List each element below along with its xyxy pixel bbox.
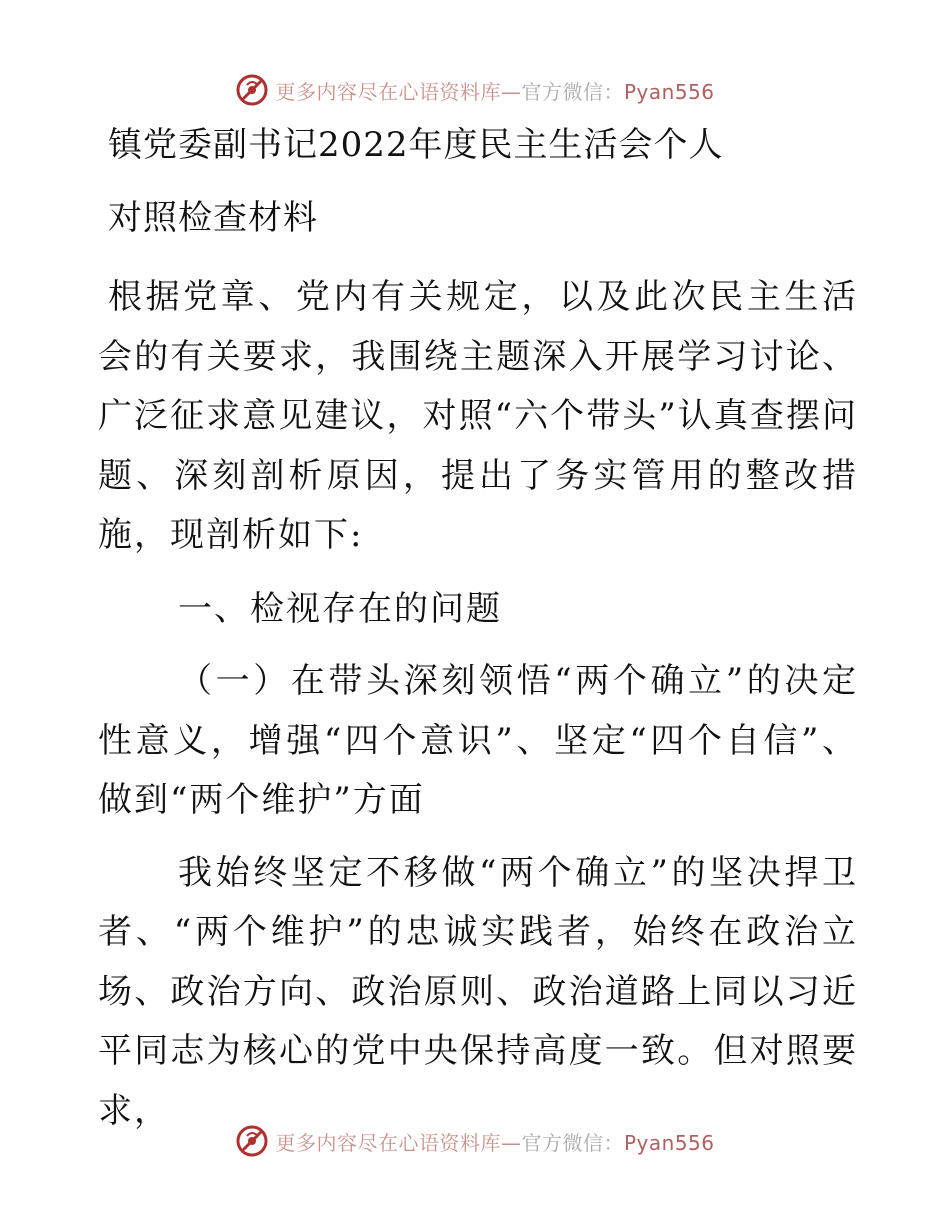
- watermark-main-text: 更多内容尽在心语资料库—: [275, 1130, 522, 1155]
- watermark-wechat-id: Pyan556: [623, 1130, 715, 1155]
- subsection-heading: （一）在带头深刻领悟“两个确立”的决定性意义，增强“四个意识”、坚定“四个自信”、做到“两个维护”方面: [98, 661, 858, 820]
- intro-paragraph: 根据党章、党内有关规定，以及此次民主生活会的有关要求，我围绕主题深入开展学习讨论、广泛征求意见建议，对照“六个带头”认真查摆问题、深刻剖析原因，提出了务实管用的整改措施，现剖析如下:: [98, 277, 858, 555]
- document-body: [98, 122, 858, 1141]
- red-seal-logo-icon: [235, 73, 269, 107]
- footer-watermark: [0, 1121, 950, 1161]
- document-title-line-1: 镇党委副书记2022年度民主生活会个人: [108, 125, 724, 165]
- body-paragraph: 我始终坚定不移做“两个确立”的坚决捍卫者、“两个维护”的忠诚实践者，始终在政治立场、政治方向、政治原则、政治道路上同以习近平同志为核心的党中央保持高度一致。但对照要求，: [98, 852, 858, 1131]
- watermark-wechat-label: 官方微信：: [521, 1130, 624, 1155]
- watermark-wechat-id: Pyan556: [623, 79, 715, 104]
- watermark-text: [275, 1127, 714, 1156]
- red-seal-logo-icon: [235, 1124, 269, 1158]
- document-title-line-2: 对照检查材料: [108, 198, 318, 238]
- header-watermark: [0, 70, 950, 110]
- watermark-text: [275, 76, 714, 105]
- watermark-wechat-label: 官方微信：: [521, 79, 624, 104]
- watermark-main-text: 更多内容尽在心语资料库—: [275, 79, 522, 104]
- section-heading: 一、检视存在的问题: [178, 588, 502, 629]
